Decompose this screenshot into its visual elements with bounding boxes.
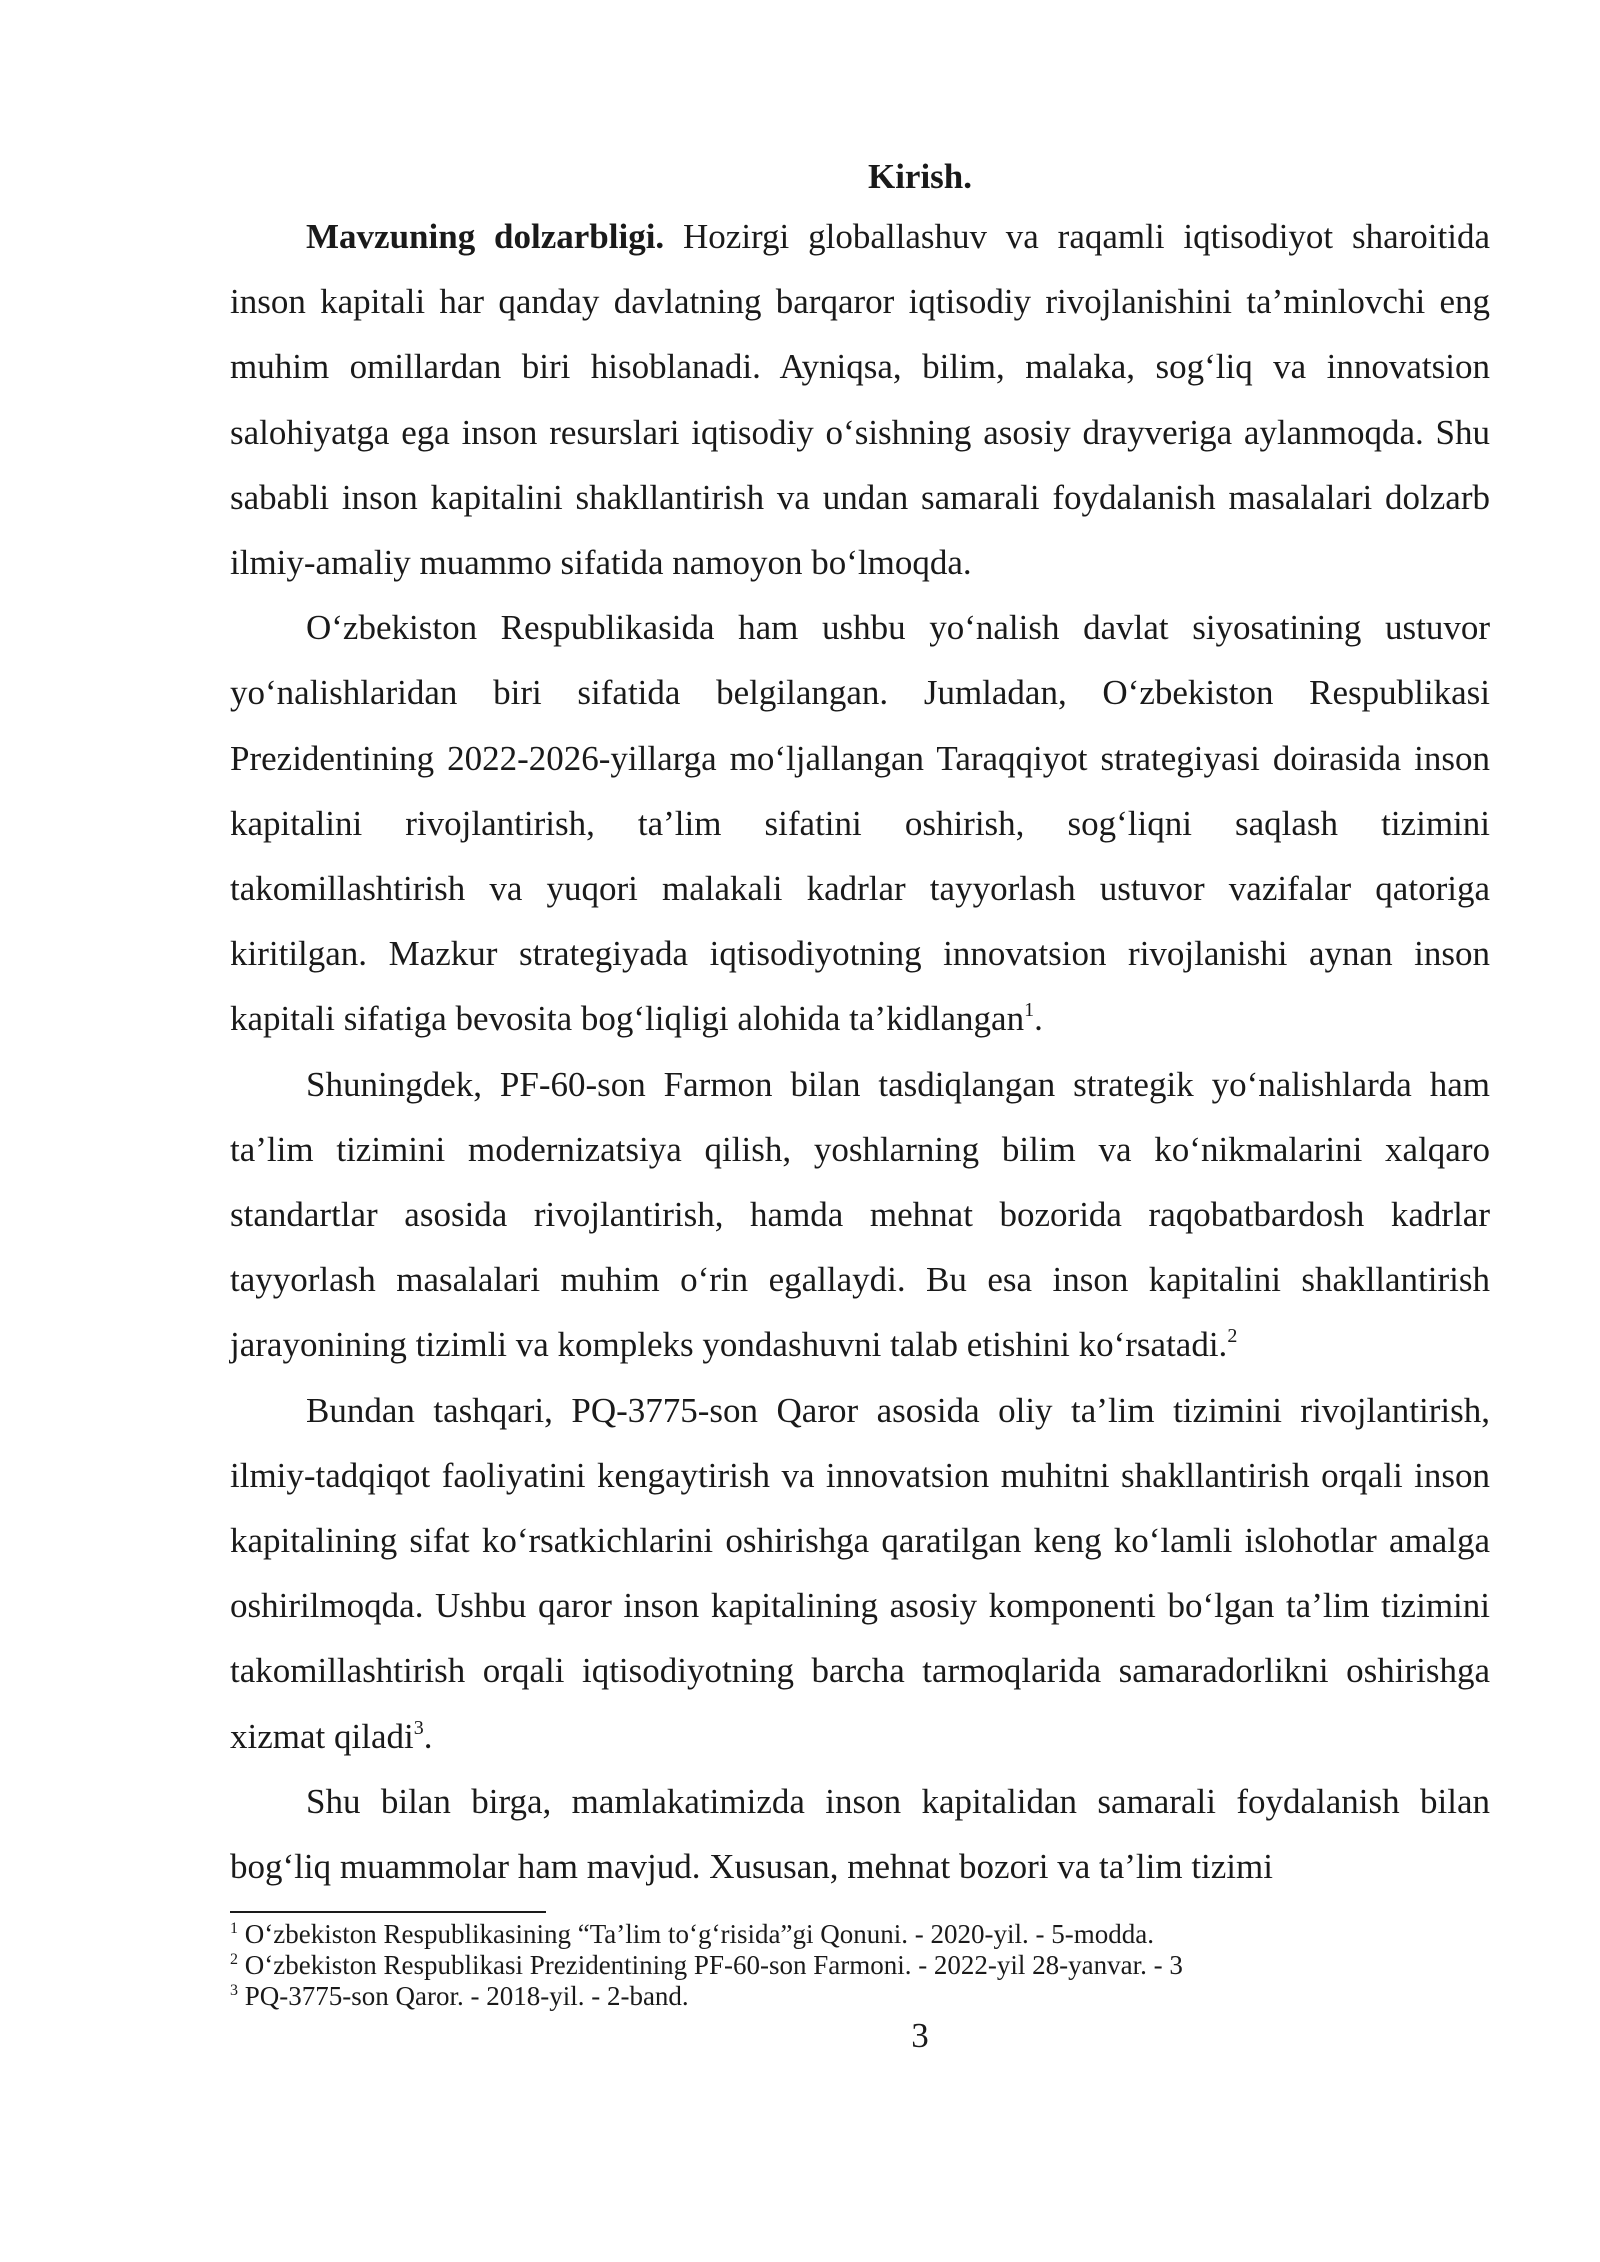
page-number: 3 bbox=[911, 2016, 929, 2056]
paragraph-strategy bbox=[230, 595, 1490, 1051]
paragraph-decree bbox=[230, 1052, 1490, 1378]
paragraph-text: Bundan tashqari, PQ-3775-son Qaror asosida oliy ta’lim tizimini rivojlantirish, ilmiy-tadqiqot faoliyatini kengaytirish va innovatsion muhitni shakllantirish orqali inson kapitalining sifat ko‘rsatkichlarini oshirishga qaratilgan keng ko‘lamli islohotlar amalga oshirilmoqda. Ushbu qaror inson kapitalining asosiy komponenti bo‘lgan ta’lim tizimini takomillashtirish orqali iqtisodiyotning barcha tarmoqlarida samaradorlikni oshirishga xizmat qiladi bbox=[230, 1390, 1490, 1756]
document-page bbox=[230, 150, 1490, 2056]
footnote-number: 2 bbox=[230, 1951, 238, 1969]
paragraph-problems bbox=[230, 1769, 1490, 1899]
paragraph-resolution bbox=[230, 1378, 1490, 1769]
paragraph-tail: . bbox=[1034, 999, 1043, 1039]
footnote-number: 3 bbox=[230, 1982, 238, 2000]
footnote-text: O‘zbekiston Respublikasining “Ta’lim to‘g‘risida”gi Qonuni. - 2020-yil. - 5-modda. bbox=[238, 1919, 1154, 1950]
footnote-ref[interactable]: 1 bbox=[1024, 999, 1035, 1022]
footnote-text: O‘zbekiston Respublikasi Prezidentining PF-60-son Farmoni. - 2022-yil 28-yanvar. - 3 bbox=[238, 1950, 1183, 1981]
footnote-divider bbox=[230, 1911, 546, 1913]
footnote-1 bbox=[230, 1919, 1490, 1950]
paragraph-lead: Mavzuning dolzarbligi. bbox=[306, 217, 665, 256]
paragraph-relevance bbox=[230, 204, 1490, 595]
paragraph-tail: . bbox=[423, 1716, 433, 1756]
paragraph-text: Shuningdek, PF-60-son Farmon bilan tasdiqlangan strategik yo‘nalishlarda ham ta’lim tizimini modernizatsiya qilish, yoshlarning bilim va ko‘nikmalarini xalqaro standartlar asosida rivojlantirish, hamda mehnat bozorida raqobatbardosh kadrlar tayyorlash masalalari muhim o‘rin egallaydi. Bu esa inson kapitalini shakllantirish jarayonining tizimli va kompleks yondashuvni talab etishini ko‘rsatadi. bbox=[230, 1064, 1490, 1365]
paragraph-text: Hozirgi globallashuv va raqamli iqtisodiyot sharoitida inson kapitali har qanday davlatning barqaror iqtisodiy rivojlanishini ta’minlovchi eng muhim omillardan biri hisoblanadi. Ayniqsa, bilim, malaka, sog‘liq va innovatsion salohiyatga ega inson resurslari iqtisodiy o‘sishning asosiy drayveriga aylanmoqda. Shu sababli inson kapitalini shakllantirish va undan samarali foydalanish masalalari dolzarb ilmiy-amaliy muammo sifatida namoyon bo‘lmoqda. bbox=[230, 217, 1490, 583]
footnote-ref[interactable]: 3 bbox=[413, 1716, 424, 1739]
footnote-text: PQ-3775-son Qaror. - 2018-yil. - 2-band. bbox=[238, 1981, 689, 2012]
footnote-2 bbox=[230, 1950, 1490, 1981]
footnote-3 bbox=[230, 1981, 1490, 2012]
footnote-number: 1 bbox=[230, 1920, 238, 1938]
section-title: Kirish. bbox=[867, 157, 973, 196]
footnote-ref[interactable]: 2 bbox=[1227, 1325, 1238, 1348]
paragraph-text: O‘zbekiston Respublikasida ham ushbu yo‘nalish davlat siyosatining ustuvor yo‘nalishlaridan biri sifatida belgilangan. Jumladan, O‘zbekiston Respublikasi Prezidentining 2022-2026-yillarga mo‘ljallangan Taraqqiyot strategiyasi doirasida inson kapitalini rivojlantirish, ta’lim sifatini oshirish, sog‘liqni saqlash tizimini takomillashtirish va yuqori malakali kadrlar tayyorlash ustuvor vazifalar qatoriga kiritilgan. Mazkur strategiyada iqtisodiyotning innovatsion rivojlanishi aynan inson kapitali sifatiga bevosita bog‘liqligi alohida ta’kidlangan bbox=[230, 608, 1490, 1039]
paragraph-text: Shu bilan birga, mamlakatimizda inson kapitalidan samarali foydalanish bilan bog‘liq muammolar ham mavjud. Xususan, mehnat bozori va ta’lim tizimi bbox=[230, 1781, 1490, 1887]
